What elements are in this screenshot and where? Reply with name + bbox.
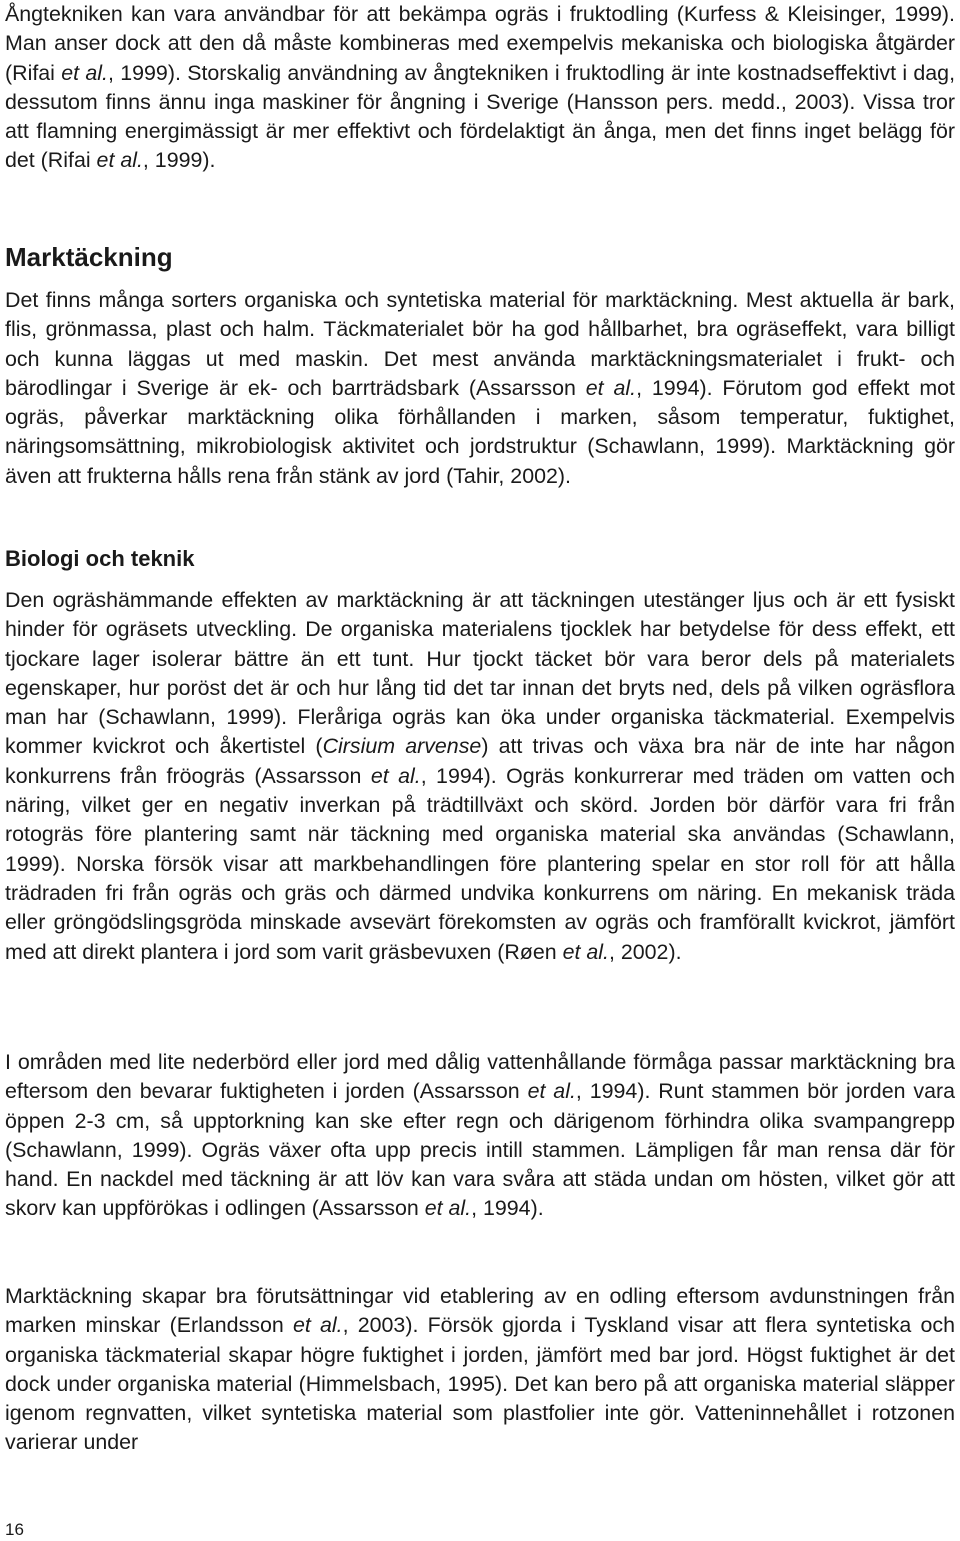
italic-text: et al. [424, 1196, 472, 1221]
page-number: 16 [5, 1520, 24, 1539]
forutsattningar-paragraph: Marktäckning skapar bra förutsättningar vid etablering av en odling eftersom avdunstningen från marken minskar (Erlandsson et al., 2003). Försök gjorda i Tyskland visar att flera syntetiska och organiska täckmaterial skapar högre fuktighet i jorden, jämfört med bar jord. Högst fuktighet är det dock under organiska material (Himmelsbach, 1995). Det kan bero på att organiska material släpper igenom regnvatten, vilket syntetiska material som plastfolier inte gör. Vatteninnehållet i rotzonen varierar under [5, 1284, 955, 1455]
italic-text: Cirsium arvense [322, 734, 482, 759]
italic-text: et al. [61, 60, 108, 85]
marktackning-paragraph: Det finns många sorters organiska och syntetiska material för marktäckning. Mest aktuella är bark, flis, grönmassa, plast och halm. Täckmaterialet bör ha god hållbarhet, bra ogräseffekt, vara billigt och kunna läggas ut med maskin. Det mest använda marktäckningsmaterialet i frukt- och bärodlingar i Sverige är ek- och barrträdsbark (Assarsson et al., 1994). Förutom god effekt mot ogräs, påverkar marktäckning olika förhållanden i marken, såsom temperatur, fuktighet, näringsomsättning, mikrobiologisk aktivitet och jordstruktur (Schawlann, 1999). Marktäckning gör även att frukterna hålls rena från stänk av jord (Tahir, 2002). [5, 288, 955, 488]
biologi-paragraph: Den ogräshämmande effekten av marktäckning är att täckningen utestänger ljus och är ett fysiskt hinder för ogräsets utveckling. De organiska materialens tjocklek har betydelse för dess effekt, ett tjockare lager isolerar bättre än ett tunt. Hur tjockt täcket bör vara beror dels på materialets egenskaper, hur poröst det är och hur lång tid det tar innan det bryts ned, dels på vilken ogräsflora man har (Schawlann, 1999). Fleråriga ogräs kan öka under organiska täckmaterial. Exempelvis kommer kvickrot och åkertistel (Cirsium arvense) att trivas och växa bra när de inte har någon konkurrens från fröogräs (Assarsson et al., 1994). Ogräs konkurrerar med träden om vatten och näring, vilket ger en negativ inverkan på trädtillväxt och skörd. Jorden bör därför vara fri från rotogräs före plantering samt när täckning med organiska material ska användas (Schawlann, 1999). Norska försök visar att markbehandlingen före plantering spelar en stor roll för att hålla trädraden fri från ogräs och gräs och därmed undvika konkurrens om näring. En mekanisk träda eller gröngödslingsgröda minskade avsevärt förekomsten av ogräs och framförallt kvickrot, jämfört med att direkt plantera i jord som varit gräsbevuxen (Røen et al., 2002). [5, 588, 956, 964]
italic-text: et al. [585, 375, 637, 400]
italic-text: et al. [370, 763, 421, 788]
italic-text: et al. [96, 148, 143, 173]
heading-biologi: Biologi och teknik [5, 546, 195, 571]
heading-marktackning: Marktäckning [5, 242, 173, 272]
italic-text: et al. [292, 1313, 343, 1338]
italic-text: et al. [527, 1079, 576, 1104]
nederbord-paragraph: I områden med lite nederbörd eller jord med dålig vattenhållande förmåga passar marktäckning bra eftersom den bevarar fuktigheten i jorden (Assarsson et al., 1994). Runt stammen bör jorden vara öppen 2-3 cm, så upptorkning kan ske efter regn och därigenom förhindra olika svampangrepp (Schawlann, 1999). Ogräs växer ofta upp precis intill stammen. Lämpligen får man rensa där för hand. En nackdel med täckning är att löv kan vara svåra att städa undan om hösten, vilket gör att skorv kan uppförökas i odlingen (Assarsson et al., 1994). [5, 1050, 955, 1221]
italic-text: et al. [562, 939, 609, 964]
intro-paragraph: Ångtekniken kan vara användbar för att bekämpa ogräs i fruktodling (Kurfess & Kleisinger, 1999). Man anser dock att den då måste kombineras med exempelvis mekaniska och biologiska åtgärder (Rifai et al., 1999). Storskalig användning av ångtekniken i fruktodling är inte kostnadseffektivt i dag, dessutom finns ännu inga maskiner för ångning i Sverige (Hansson pers. medd., 2003). Vissa tror att flamning energimässigt är mer effektivt och fördelaktigt än ånga, men det finns inget belägg för det (Rifai et al., 1999). [5, 2, 956, 173]
